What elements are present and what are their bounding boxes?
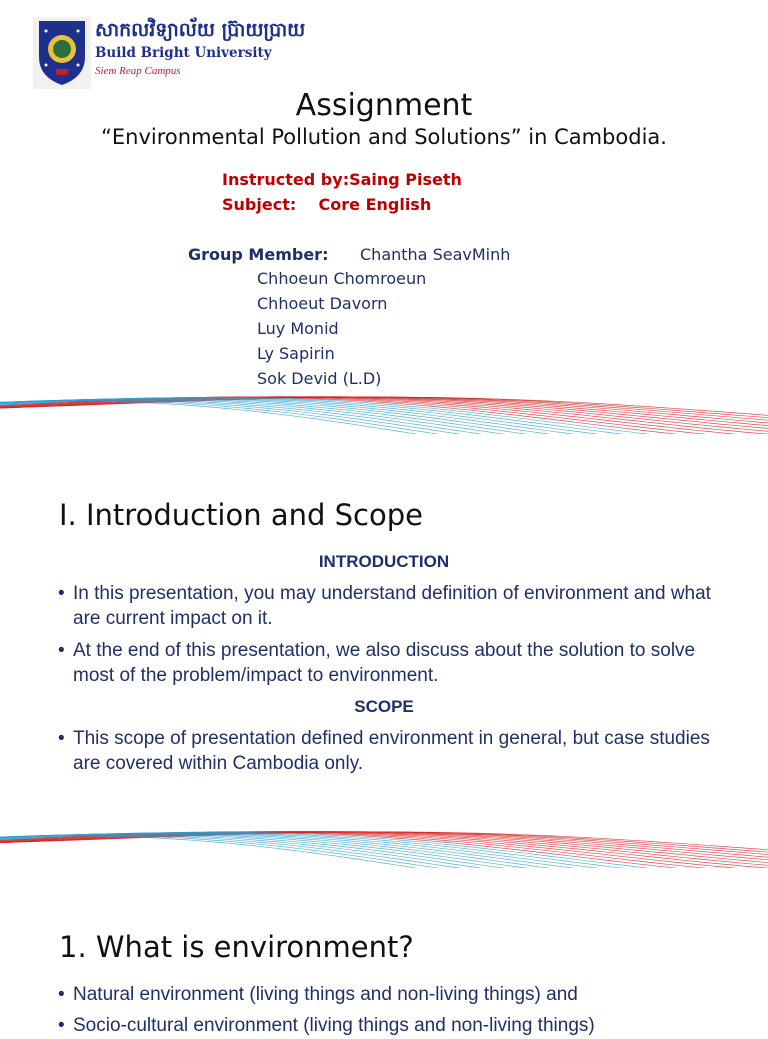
group-member: Luy Monid (257, 319, 339, 338)
slide-heading: 1. What is environment? (59, 930, 414, 964)
list-item (58, 983, 718, 1008)
group-member: Ly Sapirin (257, 344, 335, 363)
assignment-title: Assignment (295, 88, 473, 123)
list-item (58, 639, 718, 688)
title-slide (0, 0, 768, 434)
bullet-icon: • (58, 640, 65, 661)
environment-slide (0, 868, 768, 1036)
wave-decoration (0, 350, 768, 434)
university-name-english: Build Bright University (95, 45, 272, 61)
bullet-icon: • (58, 984, 65, 1005)
university-campus: Siem Reap Campus (95, 65, 181, 77)
bullet-icon: • (58, 583, 65, 604)
university-shield-logo (33, 17, 91, 89)
group-member: Sok Devid (L.D) (257, 369, 382, 388)
list-item (58, 582, 718, 631)
instructor-line: Instructed by:Saing Piseth (222, 170, 462, 189)
group-member: Chantha SeavMinh (360, 245, 511, 264)
university-name-khmer: សាកលវិទ្យាល័យ ប៊្រាយប្រាយ (95, 19, 306, 41)
bullet-text: Natural environment (living things and non-living things) and (73, 984, 578, 1005)
list-item (58, 1014, 718, 1039)
group-member: Chhoeut Davorn (257, 294, 388, 313)
subject-line: Subject: Core English (222, 195, 432, 214)
bullet-icon: • (58, 1015, 65, 1036)
bullet-text: At the end of this presentation, we also discuss about the solution to solve most of the problem/impact to environment. (73, 640, 696, 686)
bullet-text: Socio-cultural environment (living things and non-living things) (73, 1015, 595, 1036)
bullet-icon: • (58, 728, 65, 749)
introduction-heading: INTRODUCTION (318, 552, 450, 571)
list-item (58, 727, 718, 776)
group-member-label: Group Member: (188, 245, 329, 264)
bullet-text: In this presentation, you may understand definition of environment and what are current impact on it. (73, 583, 711, 629)
assignment-subtitle: “Environmental Pollution and Solutions” in Cambodia. (101, 125, 667, 149)
wave-decoration (0, 786, 768, 868)
bullet-text: This scope of presentation defined environment in general, but case studies are covered within Cambodia only. (73, 728, 710, 774)
group-member: Chhoeun Chomroeun (257, 269, 427, 288)
slide-heading: I. Introduction and Scope (59, 498, 423, 532)
scope-heading: SCOPE (354, 697, 414, 716)
introduction-slide (0, 434, 768, 868)
